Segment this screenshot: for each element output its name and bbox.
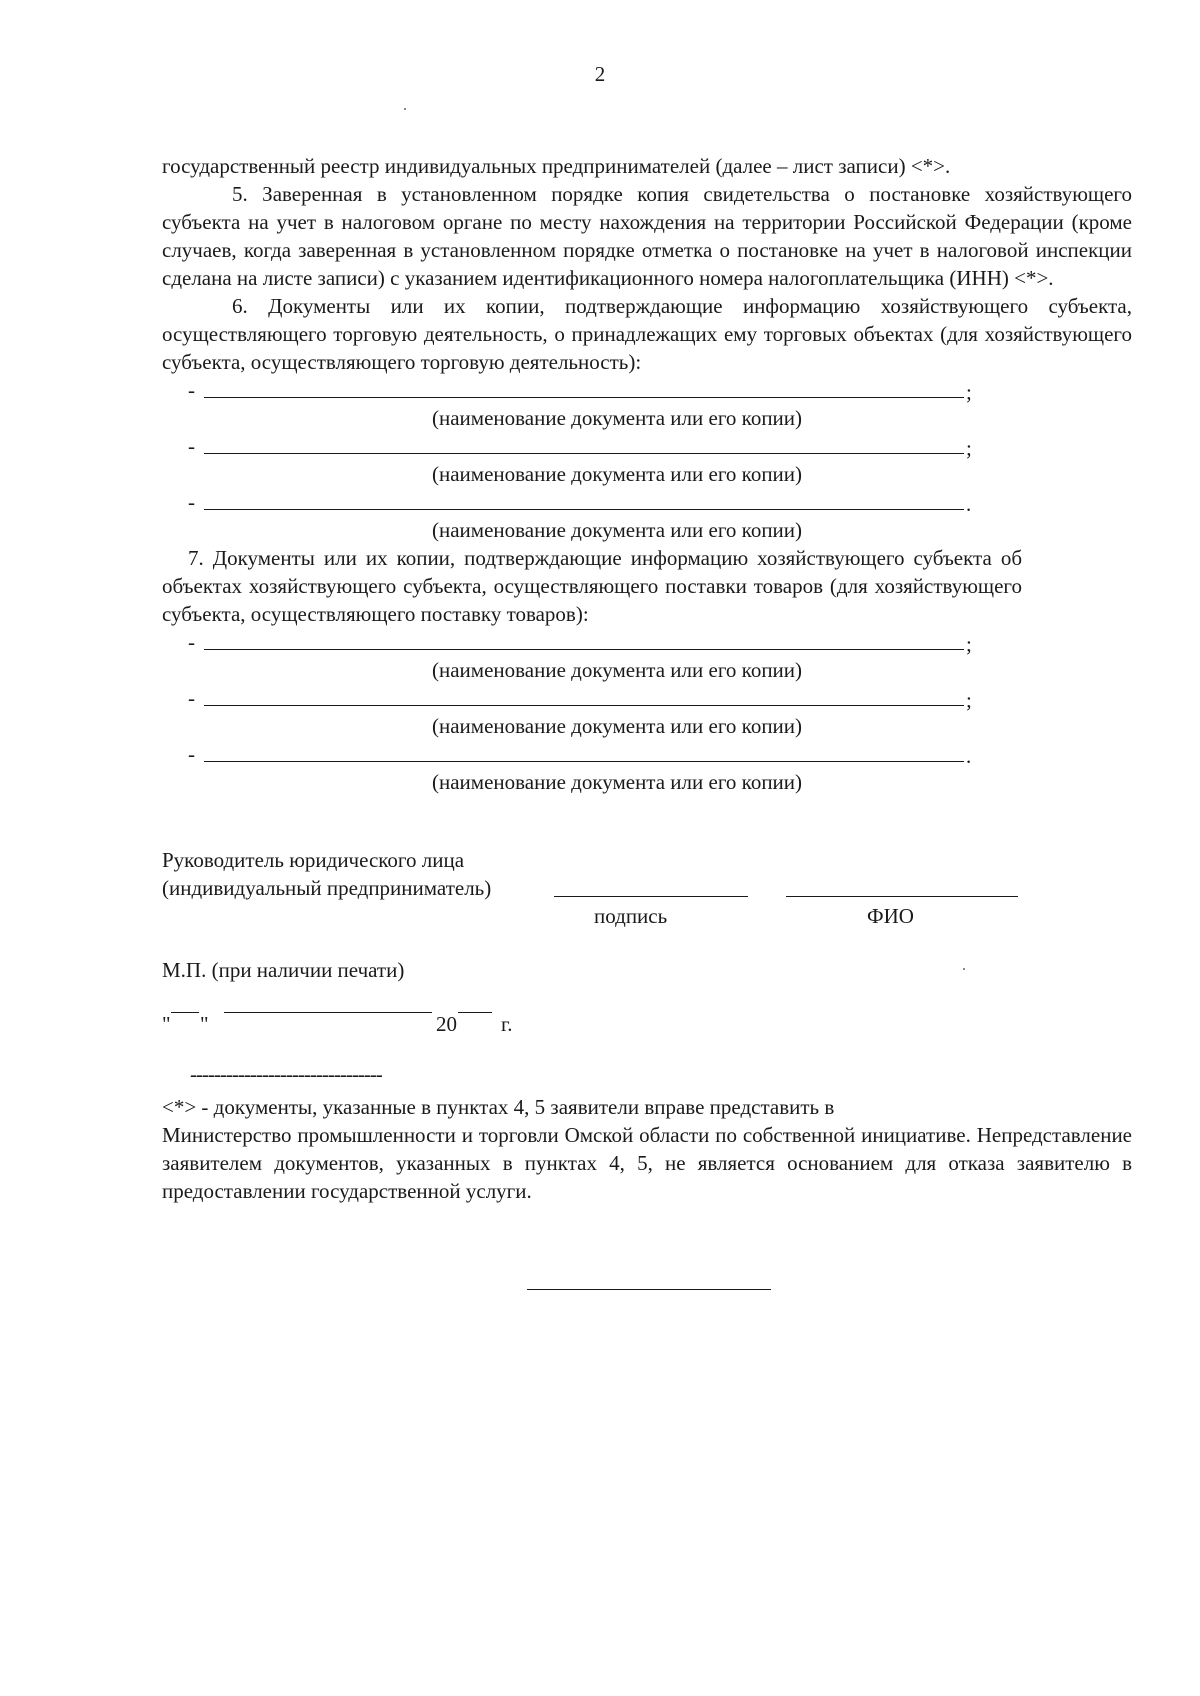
footnote [162,1093,1132,1205]
day-blank [171,1012,199,1013]
end-rule [527,1289,771,1290]
line-end-mark: ; [966,688,972,712]
year-prefix: 20 [436,1012,457,1036]
footnote-separator: -------------------------------- [190,1062,382,1086]
date-open-quote: " [162,1012,171,1036]
blank-line [204,509,964,510]
date-close-quote: " [200,1012,209,1036]
list-dash: - [188,378,195,402]
paragraph-4-tail: государственный реестр индивидуальных предпринимателей (далее – лист записи) <*>. [162,154,951,178]
document-fill-line [162,488,1132,516]
list-dash: - [188,490,195,514]
line-caption: (наименование документа или его копии) [432,406,803,430]
line-caption: (наименование документа или его копии) [432,462,803,486]
list-dash: - [188,742,195,766]
line-end-mark: ; [966,632,972,656]
document-fill-line [162,376,1132,404]
blank-line [204,705,964,706]
blank-line [204,761,964,762]
list-dash: - [188,434,195,458]
name-caption: ФИО [867,904,914,928]
blank-line [204,649,964,650]
line-caption: (наименование документа или его копии) [432,770,803,794]
scan-speck [963,968,965,970]
list-dash: - [188,630,195,654]
month-blank [224,1012,432,1013]
paragraph-7: 7. Документы или их копии, подтверждающие информацию хозяйствующего субъекта об объектах хозяйствующего субъекта, осуществляющего поставки товаров (для хозяйствующего субъекта, осуществляющего поставку товаров): [162,546,1022,626]
footnote-text: Министерство промышленности и торговли Омской области по собственной инициативе. Непредставление заявителем документов, указанных в пунктах 4, 5, не является основанием для отказа заявителю в предоставлении государственной услуги. [162,1123,1132,1203]
year-suffix: г. [501,1012,513,1036]
line-caption: (наименование документа или его копии) [432,658,803,682]
document-fill-line [162,432,1132,460]
footnote-first-line: <*> - документы, указанные в пунктах 4, 5 заявители вправе представить в [162,1095,835,1119]
year-blank [458,1012,492,1013]
signature-caption: подпись [594,904,668,928]
blank-line [204,397,964,398]
document-body [162,152,1132,796]
document-fill-line [162,684,1132,712]
line-caption: (наименование документа или его копии) [432,714,803,738]
line-end-mark: ; [966,380,972,404]
document-fill-line [162,628,1132,656]
signer-title: Руководитель юридического лица [162,848,465,872]
signer-subtitle: (индивидуальный предприниматель) [162,876,492,900]
signature-blank [554,896,748,897]
line-caption: (наименование документа или его копии) [432,518,803,542]
list-dash: - [188,686,195,710]
blank-line [204,453,964,454]
page-number: 2 [594,62,606,86]
document-fill-line [162,740,1132,768]
line-end-mark: . [966,744,972,768]
name-blank [786,896,1018,897]
stamp-note: М.П. (при наличии печати) [162,958,405,982]
scan-speck [404,108,406,110]
paragraph-6: 6. Документы или их копии, подтверждающие информацию хозяйствующего субъекта, осуществляющего торговую деятельность, о принадлежащих ему торговых объектах (для хозяйствующего субъекта, осуществляющего торговую деятельность): [162,294,1132,374]
paragraph-5: 5. Заверенная в установленном порядке копия свидетельства о постановке хозяйствующего субъекта на учет в налоговом органе по месту нахождения на территории Российской Федерации (кроме случаев, когда заверенная в установленном порядке отметка о постановке на учет в налоговой инспекции сделана на листе записи) с указанием идентификационного номера налогоплательщика (ИНН) <*>. [162,182,1132,290]
line-end-mark: . [966,492,972,516]
line-end-mark: ; [966,436,972,460]
date-line [162,1012,762,1042]
